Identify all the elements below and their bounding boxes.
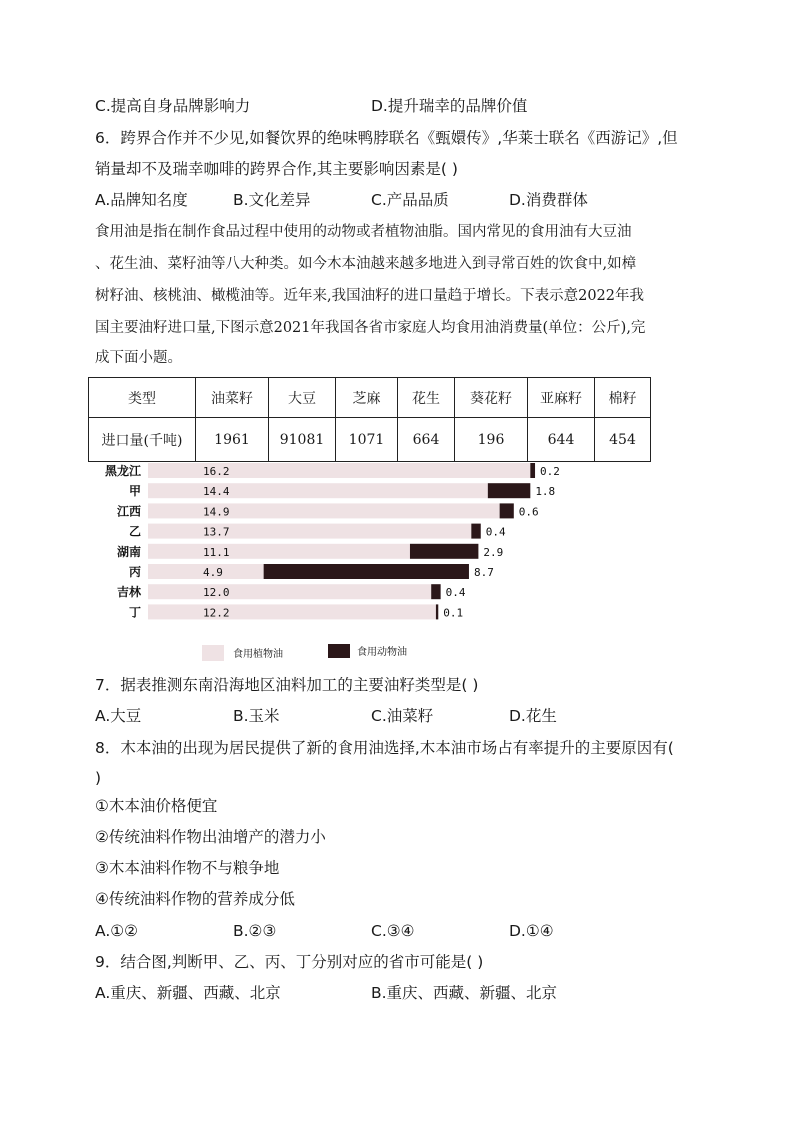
bar-animal-oil: [500, 503, 514, 518]
q7-stem: 7．据表推测东南沿海地区油料加工的主要油籽类型是( ): [95, 676, 479, 694]
q7-option-a: A.大豆: [95, 707, 142, 725]
animal-value-label: 0.6: [518, 505, 539, 519]
bar-animal-oil: [488, 483, 530, 498]
category-label: 丙: [128, 565, 141, 579]
table-header-cell: 花生: [398, 378, 455, 418]
q8-option-b: B.②③: [233, 922, 277, 940]
table-header-cell: 亚麻籽: [528, 378, 595, 418]
q9-option-b: B.重庆、西藏、新疆、北京: [371, 984, 558, 1002]
q8-stem-line1: 8．木本油的出现为居民提供了新的食用油选择,木本油市场占有率提升的主要原因有(: [95, 739, 674, 757]
table-cell: 1961: [196, 418, 269, 462]
q8-stem-line2: ): [95, 769, 102, 787]
category-label: 江西: [116, 504, 141, 519]
table-cell: 1071: [336, 418, 398, 462]
q8-item-1: ①木本油价格便宜: [95, 797, 218, 815]
legend-label-animal: 食用动物油: [357, 647, 407, 658]
q7-option-b: B.玉米: [233, 707, 280, 725]
q9-stem: 9．结合图,判断甲、乙、丙、丁分别对应的省市可能是( ): [95, 953, 484, 971]
category-label: 甲: [128, 484, 141, 499]
passage-line-4: 国主要油籽进口量,下图示意2021年我国各省市家庭人均食用油消费量(单位：公斤),完: [95, 320, 646, 336]
bar-animal-oil: [471, 524, 480, 539]
animal-value-label: 0.4: [485, 525, 506, 539]
oil-consumption-chart: [96, 460, 576, 665]
table-header-row: [89, 378, 651, 418]
q6-option-b: B.文化差异: [233, 191, 311, 209]
table-cell: 进口量(千吨): [89, 418, 196, 462]
vegetable-value-label: 4.9: [203, 566, 223, 579]
q8-option-a: A.①②: [95, 922, 139, 940]
q8-item-4: ④传统油料作物的营养成分低: [95, 890, 295, 908]
animal-value-label: 8.7: [473, 566, 494, 579]
category-label: 丁: [128, 605, 141, 620]
vegetable-value-label: 11.1: [203, 545, 230, 559]
category-label: 吉林: [116, 585, 141, 600]
q7-option-c: C.油菜籽: [371, 707, 434, 725]
bar-vegetable-oil: [148, 503, 500, 518]
bar-animal-oil: [436, 604, 438, 619]
table-header-cell: 棉籽: [595, 378, 651, 418]
vegetable-value-label: 16.2: [203, 465, 230, 478]
animal-value-label: 1.8: [535, 485, 556, 499]
table-cell: 664: [398, 418, 455, 462]
category-label: 黑龙江: [104, 464, 141, 478]
table-header-cell: 油菜籽: [196, 378, 269, 418]
legend-swatch-vegetable: [202, 645, 224, 661]
animal-value-label: 0.2: [540, 465, 560, 478]
q6-stem-line1: 6．跨界合作并不少见,如餐饮界的绝味鸭脖联名《甄嬛传》,华莱士联名《西游记》,但: [95, 129, 678, 147]
bar-vegetable-oil: [148, 483, 488, 498]
table-row: [89, 418, 651, 462]
table-header-cell: 芝麻: [336, 378, 398, 418]
table-header-cell: 葵花籽: [455, 378, 528, 418]
q7-option-d: D.花生: [509, 707, 557, 725]
bar-animal-oil: [431, 584, 440, 599]
table-cell: 454: [595, 418, 651, 462]
passage-line-5: 成下面小题。: [95, 350, 182, 366]
animal-value-label: 2.9: [483, 545, 504, 559]
vegetable-value-label: 12.0: [203, 586, 230, 600]
table-header-cell: 大豆: [269, 378, 336, 418]
bar-vegetable-oil: [148, 604, 436, 619]
table-cell: 196: [455, 418, 528, 462]
passage-line-1: 食用油是指在制作食品过程中使用的动物或者植物油脂。国内常见的食用油有大豆油: [95, 224, 632, 240]
bar-vegetable-oil: [148, 584, 431, 599]
q6-option-a: A.品牌知名度: [95, 191, 188, 209]
bar-vegetable-oil: [148, 544, 410, 559]
legend-swatch-animal: [328, 644, 350, 658]
q6-option-c: C.产品品质: [371, 191, 449, 209]
legend-label-vegetable: 食用植物油: [233, 649, 283, 660]
vegetable-value-label: 14.9: [203, 505, 230, 519]
q9-option-a: A.重庆、新疆、西藏、北京: [95, 984, 281, 1002]
animal-value-label: 0.4: [445, 586, 466, 600]
q6-option-d: D.消费群体: [509, 191, 588, 209]
q5-option-c: C.提高自身品牌影响力: [95, 97, 251, 115]
q8-option-c: C.③④: [371, 922, 415, 940]
category-label: 湖南: [116, 544, 141, 559]
passage-line-3: 树籽油、核桃油、橄榄油等。近年来,我国油籽的进口量趋于增长。下表示意2022年我: [95, 288, 645, 304]
category-label: 乙: [128, 524, 141, 539]
vegetable-value-label: 12.2: [203, 606, 230, 620]
bar-vegetable-oil: [148, 524, 471, 539]
q8-item-2: ②传统油料作物出油增产的潜力小: [95, 828, 326, 846]
table-cell: 644: [528, 418, 595, 462]
q6-stem-line2: 销量却不及瑞幸咖啡的跨界合作,其主要影响因素是( ): [95, 160, 458, 178]
bar-animal-oil: [264, 564, 469, 579]
q8-item-3: ③木本油料作物不与粮争地: [95, 859, 280, 877]
vegetable-value-label: 14.4: [203, 485, 230, 499]
table-cell: 91081: [269, 418, 336, 462]
q5-option-d: D.提升瑞幸的品牌价值: [371, 97, 528, 115]
passage-line-2: 、花生油、菜籽油等八大种类。如今木本油越来越多地进入到寻常百姓的饮食中,如樟: [95, 256, 637, 272]
vegetable-value-label: 13.7: [203, 525, 230, 539]
animal-value-label: 0.1: [443, 606, 464, 620]
bar-animal-oil: [530, 463, 535, 478]
oilseed-import-table: [88, 377, 651, 462]
q8-option-d: D.①④: [509, 922, 554, 940]
bar-animal-oil: [410, 544, 478, 559]
table-header-cell: 类型: [89, 378, 196, 418]
